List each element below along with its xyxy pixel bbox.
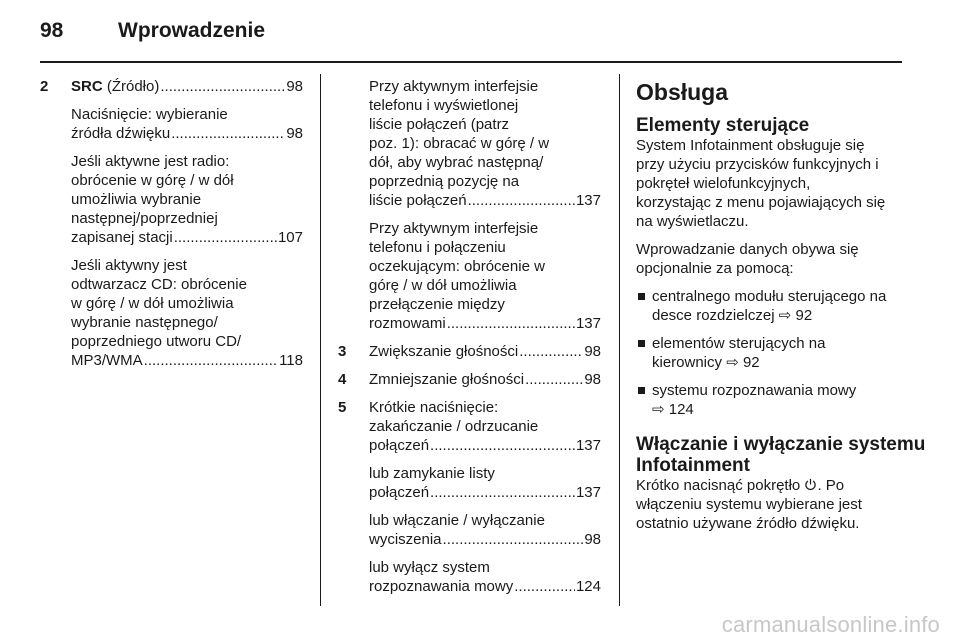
item-label-bold: SRC xyxy=(71,78,103,95)
page-number: 98 xyxy=(40,19,64,42)
page-ref: 92 xyxy=(742,354,760,371)
bullet-square-icon xyxy=(638,293,645,300)
bullet-item: elementów sterujących na kierownicy ⇨ 92 xyxy=(636,334,902,372)
legend-item-3 xyxy=(338,342,601,361)
item-sub-entry xyxy=(71,256,303,370)
item-sub-entry xyxy=(369,558,601,596)
toc-line: wyciszenia ..... 98 xyxy=(369,530,601,549)
legend-item-4 xyxy=(338,370,601,389)
item-sub-entry xyxy=(71,152,303,247)
bullet-item: centralnego modułu sterującego na desce rozdzielczej ⇨ 92 xyxy=(636,287,902,325)
toc-line: rozpoznawania mowy ..... 124 xyxy=(369,577,601,596)
text-line: umożliwia wybranie xyxy=(71,191,202,208)
page-ref: 98 xyxy=(584,343,601,360)
watermark: carmanualsonline.info xyxy=(721,612,940,637)
legend-item-5 xyxy=(338,398,601,596)
toc-line: Zwiększanie głośności ..... 98 xyxy=(369,342,601,361)
toc-line: połączeń ..... 137 xyxy=(369,483,601,502)
paragraph: Krótko nacisnąć pokrętło . Po włączeniu systemu wybierane jest ostatnio używane źródło dźwięku. xyxy=(636,477,862,532)
page-ref: 98 xyxy=(286,125,303,142)
page-ref-icon: ⇨ xyxy=(726,354,739,371)
item-label-rest: (Źródło) xyxy=(102,78,160,95)
page-ref: 107 xyxy=(277,229,303,246)
page-ref: 124 xyxy=(575,578,601,595)
text-line: poprzedniego utworu CD/ xyxy=(71,333,242,350)
toc-line xyxy=(71,77,303,96)
toc-line: połączeń ..... 137 xyxy=(369,436,601,455)
page-ref: 92 xyxy=(795,307,813,324)
text-line: górę / w dół umożliwia xyxy=(369,277,517,294)
text-line: poprzednią pozycję na xyxy=(369,173,520,190)
toc-line: zapisanej stacji ..... 107 xyxy=(71,228,303,247)
item-number: 3 xyxy=(338,343,347,360)
legend-item-2-continued xyxy=(338,77,601,333)
text-line: obrócenie w górę / w dół xyxy=(71,172,234,189)
paragraph: Wprowadzanie danych obywa się opcjonalnie za pomocą: xyxy=(636,241,859,277)
header-rule xyxy=(40,61,902,63)
paragraph: System Infotainment obsługuje się przy użyciu przycisków funkcyjnych i pokręteł wielofunkcyjnych, korzystając z menu pojawiających się na wyświetlaczu. xyxy=(636,137,886,230)
column-divider-1 xyxy=(320,74,321,606)
item-sub-entry xyxy=(369,398,601,455)
item-number: 2 xyxy=(40,78,49,95)
text-line: lub włączanie / wyłączanie xyxy=(369,512,545,529)
text-line: Przy aktywnym interfejsie xyxy=(369,220,539,237)
text-line: odtwarzacz CD: obrócenie xyxy=(71,276,247,293)
item-sub-entry xyxy=(71,105,303,143)
text-line: Naciśnięcie: wybieranie xyxy=(71,106,228,123)
text-line: dół, aby wybrać następną/ xyxy=(369,154,544,171)
item-sub-entry xyxy=(369,511,601,549)
text-line: w górę / w dół umożliwia xyxy=(71,295,234,312)
text-line: Jeśli aktywne jest radio: xyxy=(71,153,230,170)
toc-line: rozmowami ..... 137 xyxy=(369,314,601,333)
bullet-item: systemu rozpoznawania mowy ⇨ 124 xyxy=(636,381,902,419)
item-entry xyxy=(71,77,303,96)
page-ref: 137 xyxy=(575,315,601,332)
bullet-square-icon xyxy=(638,387,645,394)
column-divider-2 xyxy=(619,74,620,606)
page-ref: 137 xyxy=(575,192,601,209)
toc-line: źródła dźwięku ..... 98 xyxy=(71,124,303,143)
page-ref: 124 xyxy=(668,401,694,418)
toc-line: MP3/WMA ..... 118 xyxy=(71,351,303,370)
text-line: wybranie następnego/ xyxy=(71,314,218,331)
page-header xyxy=(0,0,960,62)
section-heading: Obsługa xyxy=(636,79,729,105)
page-ref: 137 xyxy=(575,484,601,501)
subsection-heading: Elementy sterujące xyxy=(636,115,810,136)
item-sub-entry xyxy=(369,219,601,333)
page-ref-icon: ⇨ xyxy=(652,401,665,418)
page-ref: 98 xyxy=(584,371,601,388)
page-ref-icon: ⇨ xyxy=(778,307,792,324)
item-number: 5 xyxy=(338,399,347,416)
text-line: liście połączeń (patrz xyxy=(369,116,510,133)
text-line: przełączenie między xyxy=(369,296,505,313)
subsection-heading: Włączanie i wyłączanie systemu Infotainment xyxy=(636,434,926,476)
column-1 xyxy=(40,77,303,379)
legend-item-2 xyxy=(40,77,303,370)
page-ref: 137 xyxy=(575,437,601,454)
power-icon xyxy=(804,478,817,491)
page-ref: 98 xyxy=(286,78,303,95)
item-number: 4 xyxy=(338,371,347,388)
text-line: następnej/poprzedniej xyxy=(71,210,218,227)
page-title: Wprowadzenie xyxy=(118,19,266,42)
text-line: telefonu i wyświetlonej xyxy=(369,97,519,114)
text-line: oczekującym: obrócenie w xyxy=(369,258,545,275)
text-line: telefonu i połączeniu xyxy=(369,239,506,256)
text-line: lub wyłącz system xyxy=(369,559,490,576)
column-3 xyxy=(636,77,926,542)
page-ref: 98 xyxy=(584,531,601,548)
text-line: Przy aktywnym interfejsie xyxy=(369,78,539,95)
text-line: Jeśli aktywny jest xyxy=(71,257,187,274)
text-line: lub zamykanie listy xyxy=(369,465,495,482)
text-line: Krótkie naciśnięcie: xyxy=(369,399,499,416)
text-line: zakańczanie / odrzucanie xyxy=(369,418,539,435)
item-sub-entry xyxy=(369,464,601,502)
bullet-square-icon xyxy=(638,340,645,347)
page-ref: 118 xyxy=(279,352,303,369)
toc-line: Zmniejszanie głośności ..... 98 xyxy=(369,370,601,389)
toc-line: liście połączeń ..... 137 xyxy=(369,191,601,210)
text-line: poz. 1): obracać w górę / w xyxy=(369,135,550,152)
item-sub-entry xyxy=(369,77,601,210)
column-2 xyxy=(338,77,601,605)
